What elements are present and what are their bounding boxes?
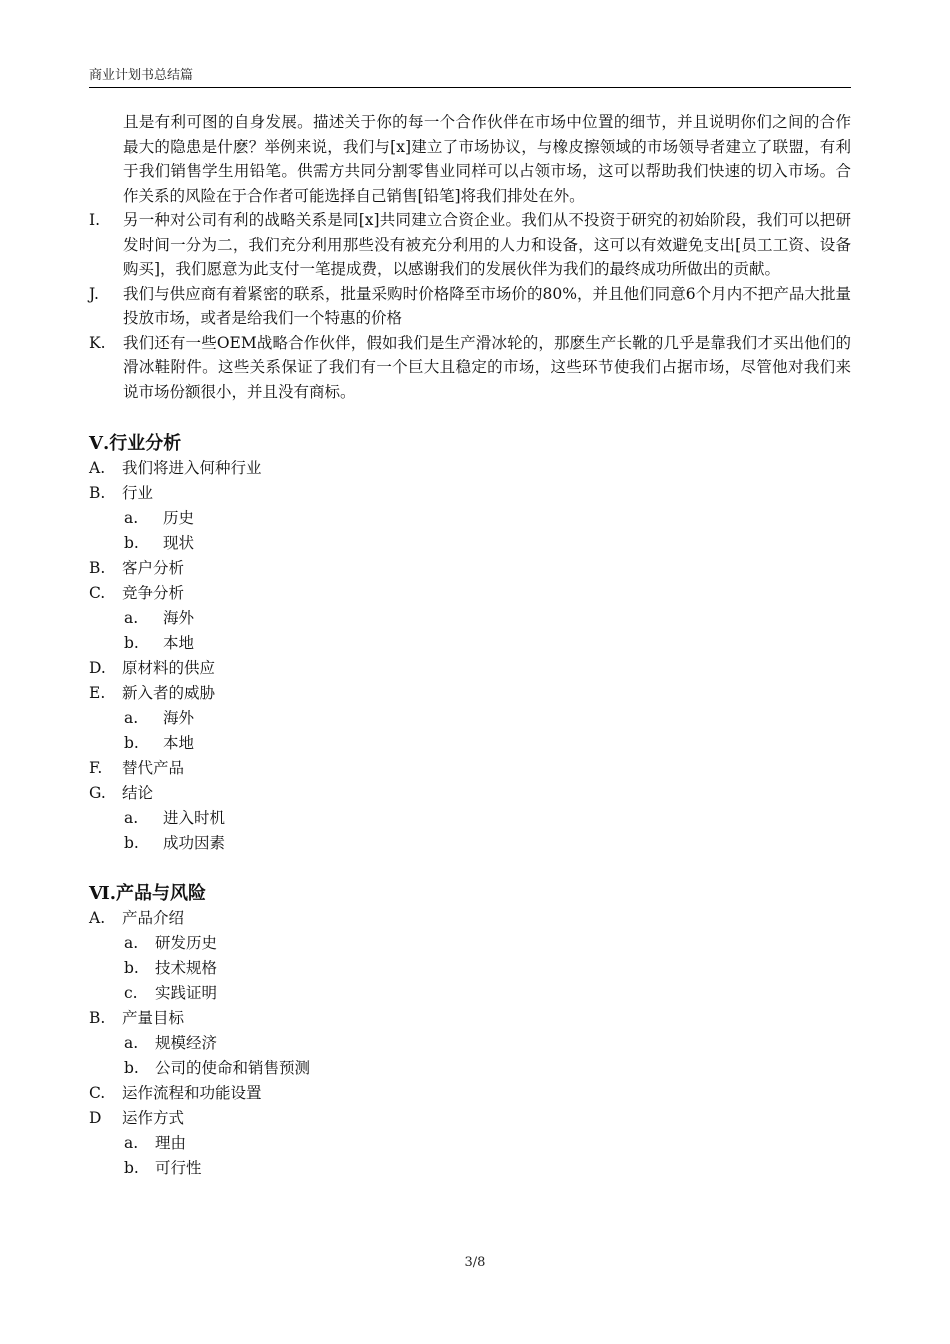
item-text: 另一种对公司有利的战略关系是同[x]共同建立合资企业。我们从不投资于研究的初始阶段，我们可以把研发时间一分为二，我们充分利用那些没有被充分利用的人力和设备，这可以有效避免支出[员工工资、设备购买]，我们愿意为此支付一笔提成费，以感谢我们的发展伙伴为我们的最终成功所做出的贡献。: [123, 211, 851, 278]
outline-item: [89, 656, 851, 681]
item-marker: J.: [89, 284, 99, 303]
page-number: 3/8: [464, 1255, 486, 1270]
outline-item: [89, 556, 851, 581]
outline-item: [89, 581, 851, 606]
section-title-product: Ⅵ.产品与风险: [89, 883, 206, 904]
outline-subitem: [89, 706, 851, 731]
outline-marker: c.: [124, 984, 138, 1002]
outline-text: 结论: [122, 784, 154, 802]
outline-text: 本地: [163, 634, 195, 652]
outline-marker: F.: [89, 759, 103, 777]
outline-text: 竞争分析: [122, 584, 185, 602]
outline-marker: b.: [124, 1159, 139, 1177]
outline-text: 新入者的威胁: [122, 684, 216, 702]
outline-text: 现状: [163, 534, 195, 552]
section-title-industry: Ⅴ.行业分析: [89, 433, 182, 454]
outline-marker: B.: [89, 1009, 106, 1027]
outline-text: 可行性: [155, 1159, 202, 1177]
outline-marker: C.: [89, 1084, 106, 1102]
outline-marker: C.: [89, 584, 106, 602]
outline-marker: b.: [124, 634, 139, 652]
outline-marker: a.: [124, 1034, 139, 1052]
outline-marker: a.: [124, 934, 139, 952]
outline-text: 替代产品: [122, 759, 185, 777]
outline-subitem: [89, 506, 851, 531]
industry-outline: [89, 456, 851, 856]
outline-marker: a.: [124, 609, 139, 627]
outline-marker: a.: [124, 809, 139, 827]
list-item: [89, 208, 851, 282]
outline-item: [89, 781, 851, 806]
outline-marker: a.: [124, 1134, 139, 1152]
intro-continuation: 且是有利可图的自身发展。描述关于你的每一个合作伙伴在市场中位置的细节，并且说明你们之间的合作最大的隐患是什麽？举例来说，我们与[x]建立了市场协议，与橡皮擦领域的市场领导者建立了联盟，有利于我们销售学生用铅笔。供需方共同分割零售业同样可以占领市场，这可以帮助我们快速的切入市场。合作关系的风险在于合作者可能选择自己销售[铅笔]将我们排处在外。: [123, 113, 851, 205]
outline-item: [89, 906, 851, 931]
outline-item: [89, 481, 851, 506]
page-header: [89, 66, 851, 88]
outline-subitem: [89, 606, 851, 631]
outline-text: 运作方式: [122, 1109, 185, 1127]
document-body: [89, 110, 851, 1181]
outline-subitem: [89, 731, 851, 756]
outline-text: 历史: [163, 509, 195, 527]
outline-subitem: [89, 806, 851, 831]
outline-text: 实践证明: [155, 984, 218, 1002]
outline-text: 产品介绍: [122, 909, 185, 927]
outline-marker: A.: [89, 909, 106, 927]
outline-text: 本地: [163, 734, 195, 752]
item-marker: K.: [89, 333, 106, 352]
header-title: 商业计划书总结篇: [89, 68, 194, 83]
outline-marker: D.: [89, 659, 106, 677]
outline-item: [89, 1106, 851, 1131]
outline-subitem: [89, 631, 851, 656]
outline-subitem: [89, 831, 851, 856]
outline-text: 公司的使命和销售预测: [155, 1059, 311, 1077]
outline-subitem: [89, 531, 851, 556]
outline-item: [89, 456, 851, 481]
outline-marker: b.: [124, 1059, 139, 1077]
item-text: 我们还有一些OEM战略合作伙伴，假如我们是生产滑冰轮的，那麽生产长靴的几乎是靠我们才买出他们的滑冰鞋附件。这些关系保证了我们有一个巨大且稳定的市场，这些环节使我们占据市场，尽管他对我们来说市场份额很小，并且没有商标。: [123, 333, 851, 401]
outline-subitem: [89, 981, 851, 1006]
outline-text: 成功因素: [163, 834, 226, 852]
outline-text: 研发历史: [155, 934, 218, 952]
outline-text: 技术规格: [155, 959, 218, 977]
outline-marker: D: [89, 1109, 102, 1127]
outline-marker: E.: [89, 684, 106, 702]
outline-marker: B.: [89, 484, 106, 502]
outline-text: 规模经济: [155, 1034, 218, 1052]
outline-marker: a.: [124, 709, 139, 727]
outline-text: 海外: [163, 609, 195, 627]
outline-marker: b.: [124, 734, 139, 752]
outline-text: 我们将进入何种行业: [122, 459, 262, 477]
outline-subitem: [89, 956, 851, 981]
outline-marker: b.: [124, 834, 139, 852]
outline-marker: A.: [89, 459, 106, 477]
outline-item: [89, 1081, 851, 1106]
outline-text: 运作流程和功能设置: [122, 1084, 262, 1102]
product-outline: [89, 906, 851, 1181]
outline-subitem: [89, 1156, 851, 1181]
outline-marker: G.: [89, 784, 106, 802]
outline-marker: a.: [124, 509, 139, 527]
outline-text: 产量目标: [122, 1009, 185, 1027]
outline-text: 进入时机: [163, 809, 226, 827]
outline-text: 理由: [155, 1134, 187, 1152]
outline-item: [89, 681, 851, 706]
item-text: 我们与供应商有着紧密的联系，批量采购时价格降至市场价的80%，并且他们同意6个月内不把产品大批量投放市场，或者是给我们一个特惠的价格: [123, 284, 851, 327]
outline-marker: B.: [89, 559, 106, 577]
list-item: [89, 282, 851, 331]
outline-item: [89, 756, 851, 781]
outline-marker: b.: [124, 534, 139, 552]
outline-subitem: [89, 1131, 851, 1156]
outline-item: [89, 1006, 851, 1031]
outline-subitem: [89, 1056, 851, 1081]
outline-marker: b.: [124, 959, 139, 977]
outline-subitem: [89, 931, 851, 956]
item-marker: I.: [89, 211, 101, 229]
outline-text: 行业: [122, 484, 154, 502]
outline-text: 原材料的供应: [122, 659, 216, 677]
list-item: [89, 331, 851, 405]
outline-text: 客户分析: [122, 559, 185, 577]
outline-text: 海外: [163, 709, 195, 727]
outline-subitem: [89, 1031, 851, 1056]
